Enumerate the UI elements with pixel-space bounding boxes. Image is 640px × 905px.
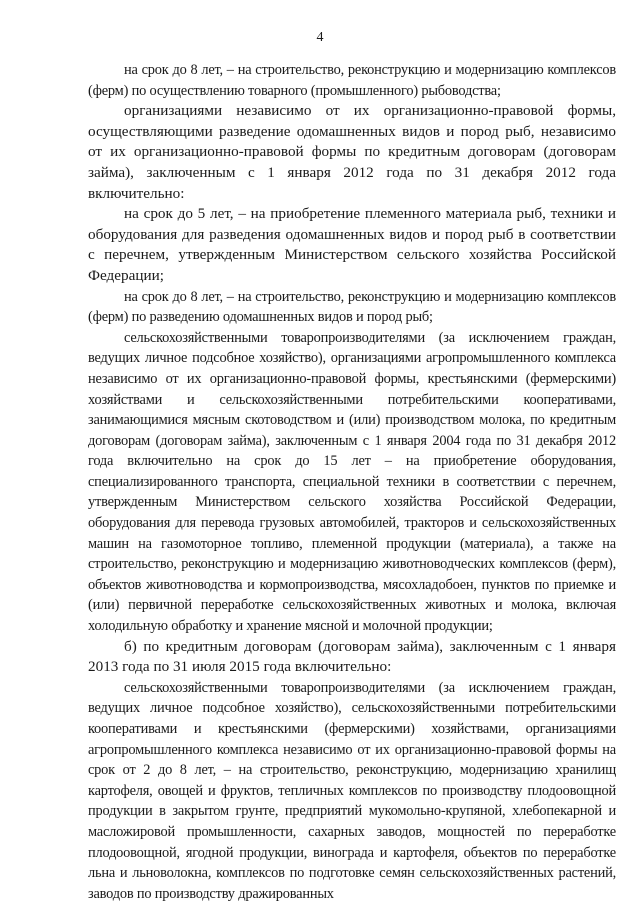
paragraph: б) по кредитным договорам (договорам займа), заключенным с 1 января 2013 года по 31 июля 2015 года включительно: [88,637,616,676]
document-body [88,60,616,904]
paragraph: на срок до 8 лет, – на строительство, реконструкцию и модернизацию комплексов (ферм) по разведению одомашненных видов и пород рыб; [88,288,616,326]
paragraph: сельскохозяйственными товаропроизводителями (за исключением граждан, ведущих личное подсобное хозяйство), организациями агропромышленного комплекса независимо от их организационно-правовой формы, крестьянскими (фермерскими) хозяйствами и сельскохозяйственными потребительскими кооперативами, занимающимися мясным скотоводством и (или) производством молока, по кредитным договорам (договорам займа), заключенным с 1 января 2004 года по 31 декабря 2012 года включительно на срок до 15 лет – на приобретение оборудования, специализированного транспорта, специальной техники в соответствии с перечнем, утвержденным Министерством сельского хозяйства Российской Федерации, оборудования для перевода грузовых автомобилей, тракторов и сельскохозяйственных машин на газомоторное топливо, племенной продукции (материала), а также на строительство, реконструкцию и модернизацию животноводческих комплексов (ферм), объектов животноводства и кормопроизводства, мясохладобоен, пунктов по приемке и (или) первичной переработке сельскохозяйственных животных и молока, включая холодильную обработку и хранение мясной и молочной продукции; [88,329,616,635]
page-number: 4 [316,30,324,45]
paragraph: организациями независимо от их организационно-правовой формы, осуществляющими разведение одомашненных видов и пород рыб, независимо от их организационно-правовой формы по кредитным договорам (договорам займа), заключенным с 1 января 2012 года по 31 декабря 2012 года включительно: [88,102,616,202]
paragraph: сельскохозяйственными товаропроизводителями (за исключением граждан, ведущих личное подсобное хозяйство), сельскохозяйственными потребительскими кооперативами и крестьянскими (фермерскими) хозяйствами, организациями агропромышленного комплекса независимо от их организационно-правовой формы на срок от 2 до 8 лет, – на строительство, реконструкцию, модернизацию хранилищ картофеля, овощей и фруктов, тепличных комплексов по производству плодоовощной продукции в закрытом грунте, предприятий мукомольно-крупяной, хлебопекарной и масложировой промышленности, сахарных заводов, мощностей по переработке плодоовощной, ягодной продукции, винограда и картофеля, объектов по переработке льна и льноволокна, комплексов по подготовке семян сельскохозяйственных растений, заводов по производству дражированных [88,679,616,902]
paragraph: на срок до 8 лет, – на строительство, реконструкцию и модернизацию комплексов (ферм) по осуществлению товарного (промышленного) рыбоводства; [88,62,616,99]
paragraph: на срок до 5 лет, – на приобретение племенного материала рыб, техники и оборудования для разведения одомашненных видов и пород рыб в соответствии с перечнем, утвержденным Министерством сельского хозяйства Российской Федерации; [88,205,616,284]
